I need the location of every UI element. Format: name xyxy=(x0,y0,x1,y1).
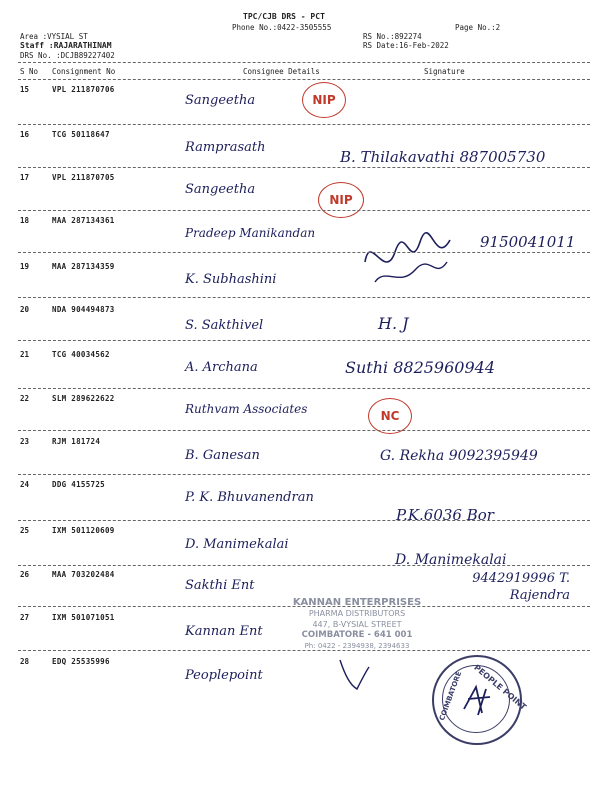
row-signature: D. Manimekalai xyxy=(395,552,507,568)
columns-divider xyxy=(18,79,590,80)
row-consignment: RJM 181724 xyxy=(52,437,101,446)
row-consignment: IXM 501120609 xyxy=(52,526,115,535)
row-divider xyxy=(18,340,590,341)
row-consignee: Ramprasath xyxy=(185,140,266,155)
company-stamp xyxy=(282,597,432,652)
row-signature: Suthi 8825960944 xyxy=(345,358,495,377)
seal-left-text: COIMBATORE xyxy=(438,670,464,722)
row-signature: P.K.6036 Bor xyxy=(396,506,494,524)
row-consignment: MAA 703202484 xyxy=(52,570,115,579)
row-signature: G. Rekha 9092395949 xyxy=(380,448,538,464)
row-consignee: D. Manimekalai xyxy=(185,537,289,552)
row-sno: 21 xyxy=(20,350,30,359)
staff-label: Staff :RAJARATHINAM xyxy=(20,41,112,50)
row-sno: 19 xyxy=(20,262,30,271)
seal-signature-mark xyxy=(456,679,498,721)
row-consignment: MAA 287134361 xyxy=(52,216,115,225)
rs-date: RS Date:16-Feb-2022 xyxy=(363,41,449,50)
row-consignee: S. Sakthivel xyxy=(185,318,264,333)
row-sno: 27 xyxy=(20,613,30,622)
signature-scribble xyxy=(355,222,465,292)
row-consignee: Peoplepoint xyxy=(185,668,263,683)
row-sno: 18 xyxy=(20,216,30,225)
stamp-line: Ph: 0422 - 2394938, 2394633 xyxy=(304,642,410,650)
row-consignment: VPL 211870705 xyxy=(52,173,115,182)
col-sno: S No xyxy=(20,67,39,76)
round-seal xyxy=(432,655,528,745)
row-consignment: VPL 211870706 xyxy=(52,85,115,94)
row-consignment: DDG 4155725 xyxy=(52,480,105,489)
row-divider xyxy=(18,124,590,125)
row-sno: 20 xyxy=(20,305,30,314)
row-divider xyxy=(18,565,590,566)
row-divider xyxy=(18,210,590,211)
row-sno: 22 xyxy=(20,394,30,403)
row-consignee: B. Ganesan xyxy=(185,448,260,463)
col-signature: Signature xyxy=(424,67,465,76)
row-consignment: NDA 904494873 xyxy=(52,305,115,314)
row-sno: 17 xyxy=(20,173,30,182)
row-remark-circle: NIP xyxy=(302,82,346,118)
stamp-line: KANNAN ENTERPRISES xyxy=(292,597,422,608)
row-consignment: TCG 40034562 xyxy=(52,350,110,359)
row-consignee: A. Archana xyxy=(185,360,258,375)
phone-number: Phone No.:0422-3505555 xyxy=(232,23,332,32)
header-divider xyxy=(18,62,590,63)
row-sno: 23 xyxy=(20,437,30,446)
stamp-line: PHARMA DISTRIBUTORS xyxy=(308,609,406,618)
rs-number: RS No.:892274 xyxy=(363,32,422,41)
row-divider xyxy=(18,520,590,521)
row-signature: H. J xyxy=(378,314,409,333)
row-consignment: SLM 289622622 xyxy=(52,394,115,403)
row-remark-circle: NIP xyxy=(318,182,364,218)
stamp-line: 447, B-VYSIAL STREET xyxy=(312,620,402,629)
row-divider xyxy=(18,167,590,168)
row-divider xyxy=(18,297,590,298)
drs-number: DRS No. :DCJB89227402 xyxy=(20,51,115,60)
row-consignee: Sangeetha xyxy=(185,93,256,108)
row-sno: 28 xyxy=(20,657,30,666)
stamp-line: COIMBATORE - 641 001 xyxy=(301,630,413,640)
row-signature: 9442919996 T. Rajendra xyxy=(472,571,570,603)
row-consignee: Ruthvam Associates xyxy=(185,402,308,416)
row-sno: 24 xyxy=(20,480,30,489)
seal-top-text: PEOPLE POINT xyxy=(472,663,528,712)
col-consignment: Consignment No xyxy=(52,67,116,76)
row-signature: B. Thilakavathi 887005730 xyxy=(340,148,546,166)
row-consignee: Sakthi Ent xyxy=(185,578,255,593)
row-divider xyxy=(18,430,590,431)
row-consignment: IXM 501071051 xyxy=(52,613,115,622)
row-consignment: MAA 287134359 xyxy=(52,262,115,271)
row-signature: 9150041011 xyxy=(480,233,576,251)
row-divider xyxy=(18,252,590,253)
document-title: TPC/CJB DRS - PCT xyxy=(243,12,325,21)
row-consignee: K. Subhashini xyxy=(185,272,277,287)
row-sno: 26 xyxy=(20,570,30,579)
row-consignee: P. K. Bhuvanendran xyxy=(185,490,314,505)
row-consignee: Pradeep Manikandan xyxy=(185,226,316,240)
ink-mark xyxy=(335,655,375,695)
row-remark-circle: NC xyxy=(368,398,412,434)
row-sno: 25 xyxy=(20,526,30,535)
col-consignee: Consignee Details xyxy=(243,67,320,76)
row-consignment: EDQ 25535996 xyxy=(52,657,110,666)
row-consignee: Kannan Ent xyxy=(185,624,263,639)
row-sno: 15 xyxy=(20,85,30,94)
page-number: Page No.:2 xyxy=(455,23,501,32)
row-divider xyxy=(18,388,590,389)
area-label: Area :VYSIAL ST xyxy=(20,32,88,41)
row-sno: 16 xyxy=(20,130,30,139)
row-consignee: Sangeetha xyxy=(185,182,256,197)
row-consignment: TCG 50118647 xyxy=(52,130,110,139)
row-divider xyxy=(18,474,590,475)
